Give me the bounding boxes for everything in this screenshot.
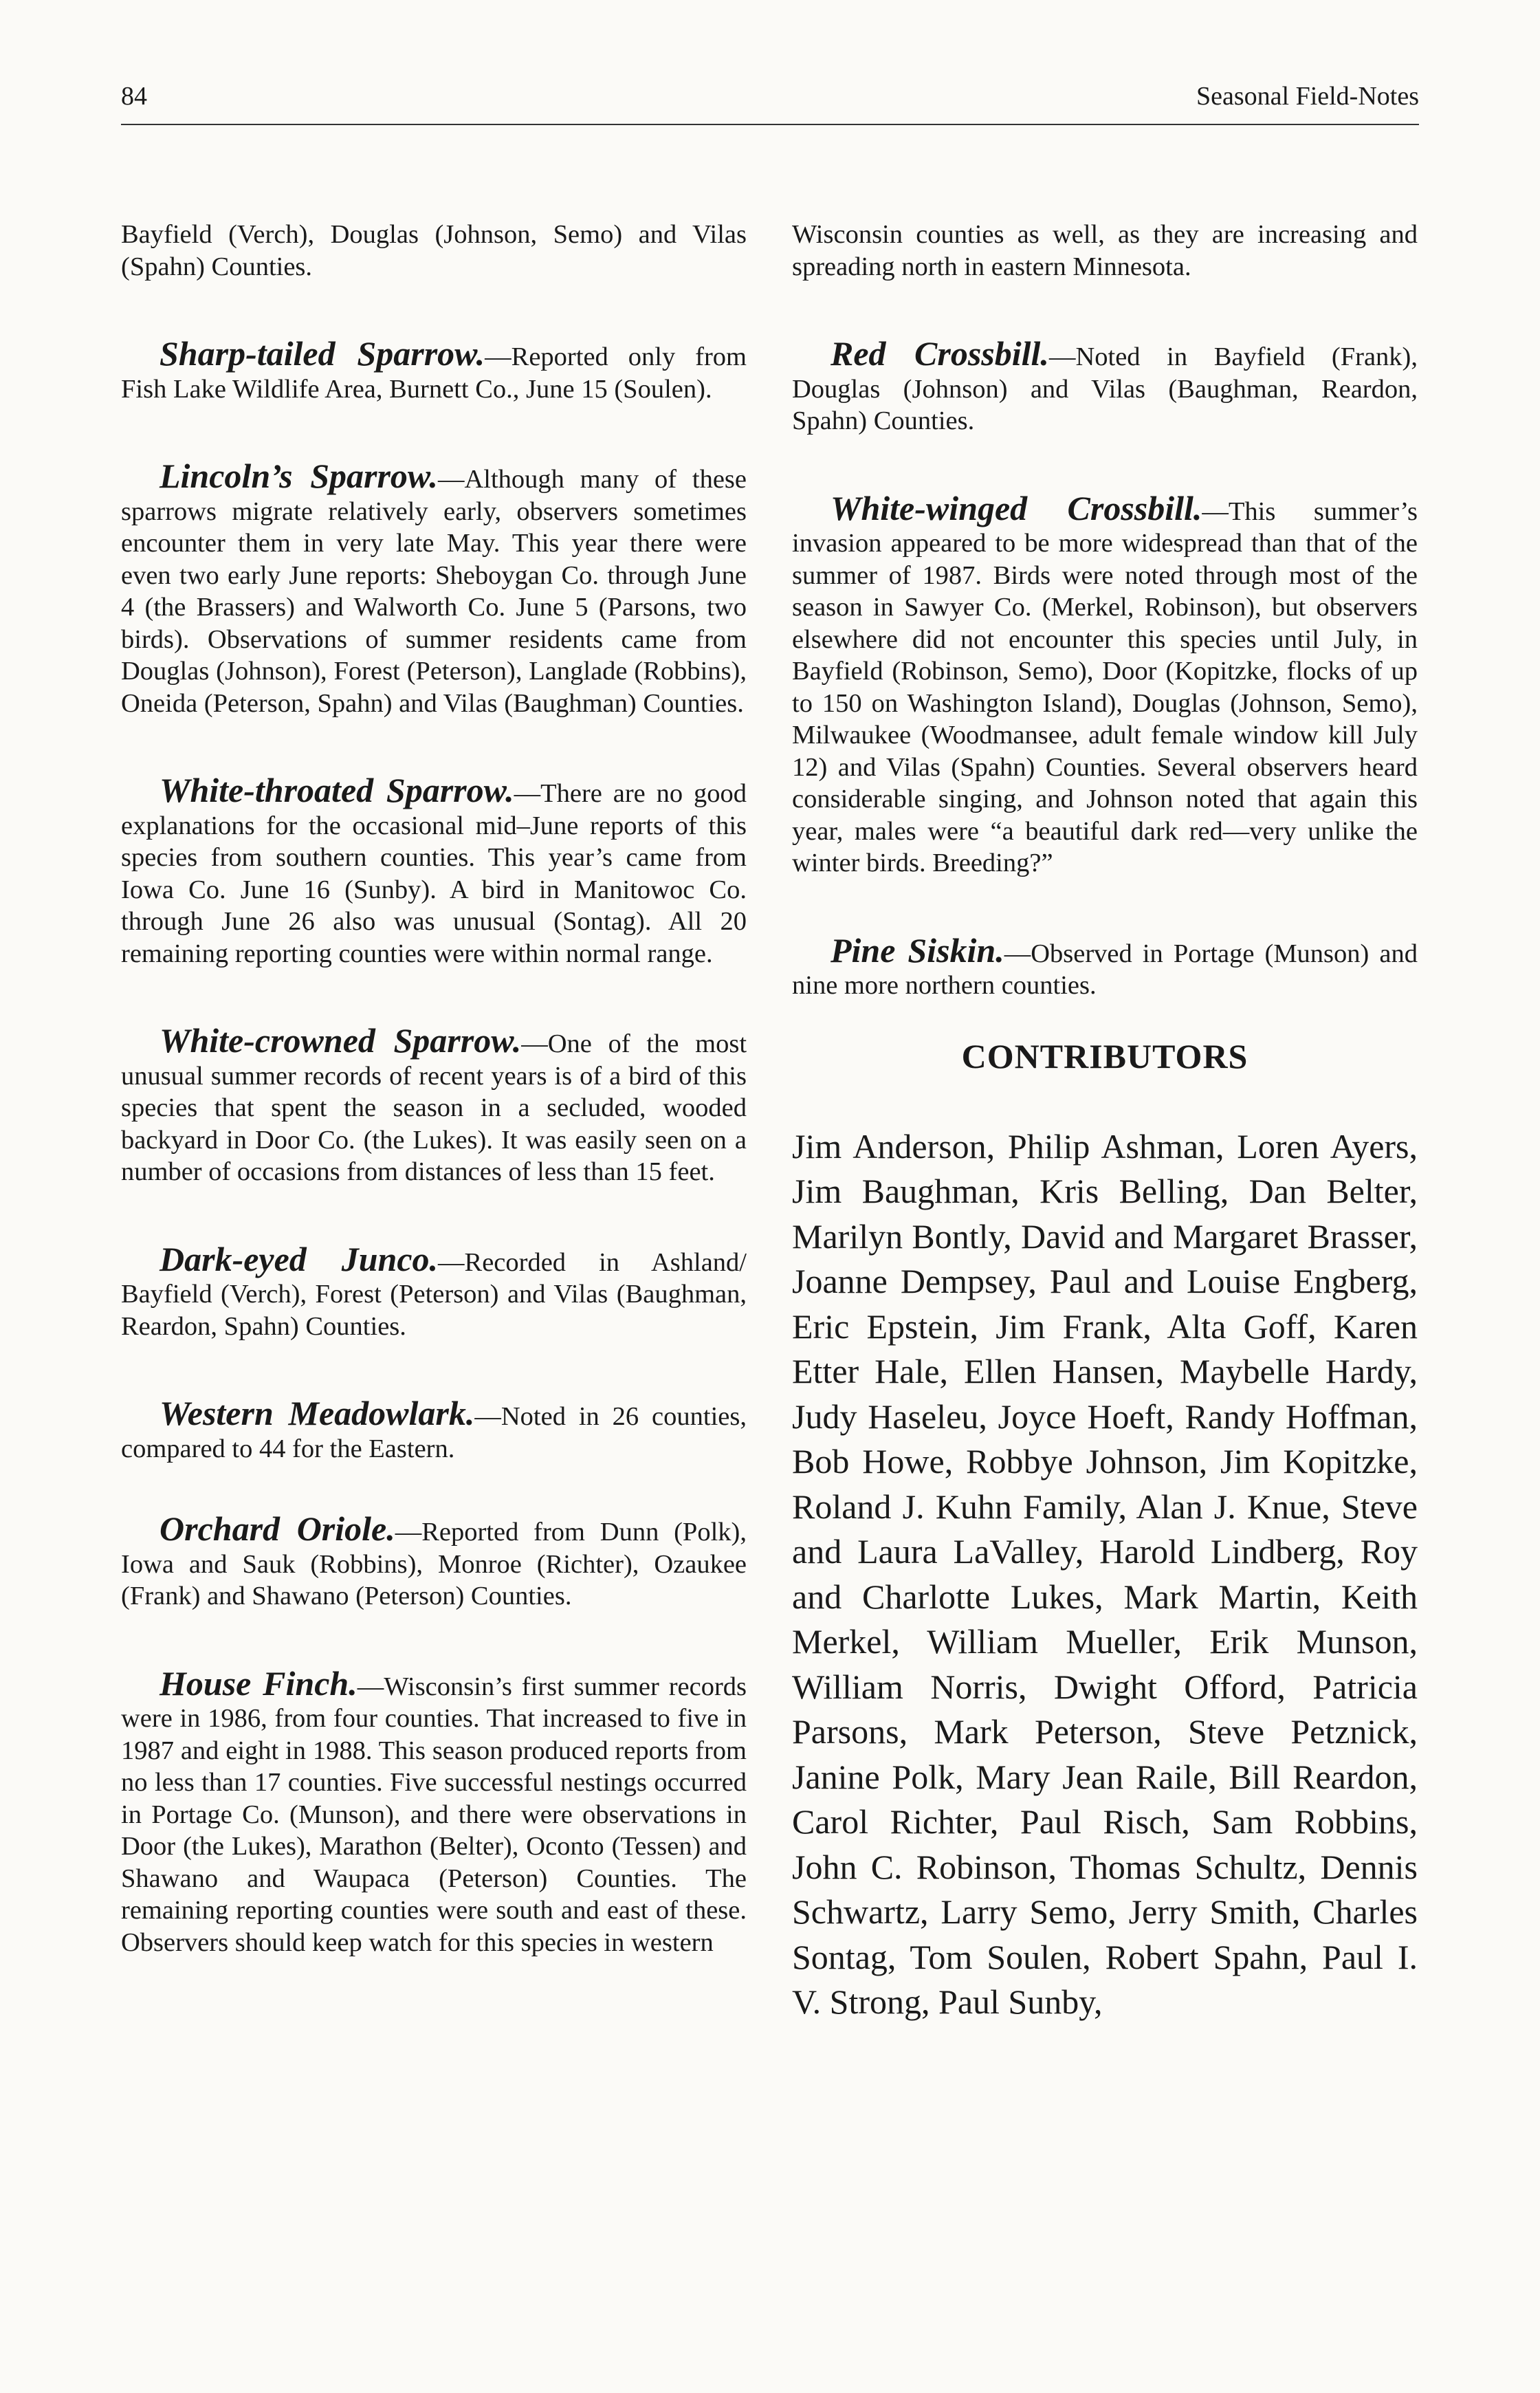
species-text: —Reported only from Fish Lake Wildlife Area, Burnett Co., June 15 (Soulen). (121, 342, 747, 404)
species-text: —Noted in 26 counties, compared to 44 for the Eastern. (121, 1402, 747, 1463)
running-title: Seasonal Field-Notes (1196, 82, 1419, 111)
species-name: House Finch. (160, 1663, 358, 1703)
contributors-list: Jim Anderson, Philip Ashman, Loren Ayers, Jim Baughman, Kris Belling, Dan Belter, Marilyn Bontly, David and Margaret Brasser, Joanne Dempsey, Paul and Louise Engberg, Eric Epstein, Jim Frank, Alta Goff, Karen Etter Hale, Ellen Hansen, Maybelle Hardy, Judy Haseleu, Joyce Hoeft, Randy Hoffman, Bob Howe, Robbye Johnson, Jim Kopitzke, Roland J. Kuhn Family, Alan J. Knue, Steve and Laura LaValley, Harold Lindberg, Roy and Charlotte Lukes, Mark Martin, Keith Merkel, William Mueller, Erik Munson, William Norris, Dwight Offord, Patricia Parsons, Mark Peterson, Steve Petznick, Janine Polk, Mary Jean Raile, Bill Reardon, Carol Richter, Paul Risch, Sam Robbins, John C. Robinson, Thomas Schultz, Dennis Schwartz, Larry Semo, Jerry Smith, Charles Sontag, Tom Soulen, Robert Spahn, Paul I. V. Strong, Paul Sunby, (792, 1126, 1418, 2021)
species-entry-pine-siskin (792, 930, 1418, 1002)
continued-paragraph: Wisconsin counties as well, as they are increasing and spreading north in eastern Minnesota. (792, 220, 1418, 281)
contributors-heading: CONTRIBUTORS (961, 1036, 1248, 1075)
species-entry-white-throated-sparrow (121, 771, 747, 970)
species-entry-orchard-oriole (121, 1509, 747, 1613)
species-name: White-winged Crossbill. (830, 488, 1202, 527)
species-entry-lincolns-sparrow (121, 457, 747, 719)
species-text: —One of the most unusual summer records of recent years is of a bird of this species that spent the season in a secluded, wooded backyard in Door Co. (the Lukes). It was easily seen on a number of occasions from distances of less than 15 feet. (121, 1029, 747, 1186)
species-name: Red Crossbill. (830, 334, 1049, 373)
species-text: —Recorded in Ashland/ Bayfield (Verch), Forest (Peterson) and Vilas (Baughman, Reardon, Spahn) Counties. (121, 1247, 747, 1341)
species-entry-sharp-tailed-sparrow (121, 334, 747, 405)
species-name: White-throated Sparrow. (160, 771, 514, 809)
species-entry-dark-eyed-junco (121, 1239, 747, 1343)
species-name: Sharp-tailed Sparrow. (160, 334, 485, 373)
left-column (121, 219, 747, 1958)
species-entry-western-meadowlark (121, 1394, 747, 1465)
species-text: —Observed in Portage (Munson) and nine more northern counties. (792, 939, 1418, 1000)
species-entry-white-winged-crossbill (792, 488, 1418, 879)
species-name: Western Meadowlark. (160, 1394, 475, 1432)
continued-paragraph: Bayfield (Verch), Douglas (Johnson, Semo) and Vilas (Spahn) Counties. (121, 220, 747, 281)
species-entry-red-crossbill (792, 334, 1418, 437)
species-text: —Although many of these sparrows migrate relatively early, observers sometimes encounter them in very late May. This year there were even two early June reports: Sheboygan Co. through June 4 (the Brassers) and Walworth Co. June 5 (Parsons, two birds). Observations of summer residents came from Douglas (Johnson), Forest (Peterson), Langlade (Robbins), Oneida (Peterson, Spahn) and Vilas (Baughman) Counties. (121, 465, 747, 718)
species-text: —This summer’s invasion appeared to be more widespread than that of the summer of 1987. Birds were noted through most of the season in Sawyer Co. (Merkel, Robinson), but observers elsewhere did not encounter this species until July, in Bayfield (Robinson, Semo), Door (Kopitzke, flocks of up to 150 on Washington Island), Douglas (Johnson, Semo), Milwaukee (Woodmansee, adult female window kill July 12) and Vilas (Spahn) Counties. Several observers heard considerable singing, and Johnson noted that again this year, males were “a beautiful dark red—very unlike the winter birds. Breeding?” (792, 496, 1418, 877)
header-rule (121, 124, 1419, 125)
species-text: —Reported from Dunn (Polk), Iowa and Sauk (Robbins), Monroe (Richter), Ozaukee (Frank) and Shawano (Peterson) Counties. (121, 1518, 747, 1610)
species-name: Lincoln’s Sparrow. (160, 457, 438, 495)
right-column (792, 219, 1418, 2025)
species-name: Orchard Oriole. (160, 1509, 395, 1548)
species-entry-white-crowned-sparrow (121, 1021, 747, 1188)
species-name: White-crowned Sparrow. (160, 1021, 522, 1060)
species-text: —Noted in Bayfield (Frank), Douglas (Johnson) and Vilas (Baughman, Reardon, Spahn) Counties. (792, 342, 1418, 435)
species-name: Dark-eyed Junco. (160, 1239, 439, 1278)
species-name: Pine Siskin. (830, 930, 1004, 970)
page-number: 84 (121, 82, 147, 111)
page-header (121, 81, 1419, 129)
species-text: —There are no good explanations for the occasional mid–June reports of this species from southern counties. This year’s came from Iowa Co. June 16 (Sunby). A bird in Manitowoc Co. through June 26 also was unusual (Sontag). All 20 remaining reporting counties were within normal range. (121, 779, 747, 968)
species-entry-house-finch (121, 1663, 747, 1959)
species-text: —Wisconsin’s first summer records were in 1986, from four counties. That increased to five in 1987 and eight in 1988. This season produced reports from no less than 17 counties. Five successful nestings occurred in Portage Co. (Munson), and there were observations in Door (the Lukes), Marathon (Belter), Oconto (Tessen) and Shawano and Waupaca (Peterson) Counties. The remaining reporting counties were south and east of these. Observers should keep watch for this species in western (121, 1672, 747, 1957)
